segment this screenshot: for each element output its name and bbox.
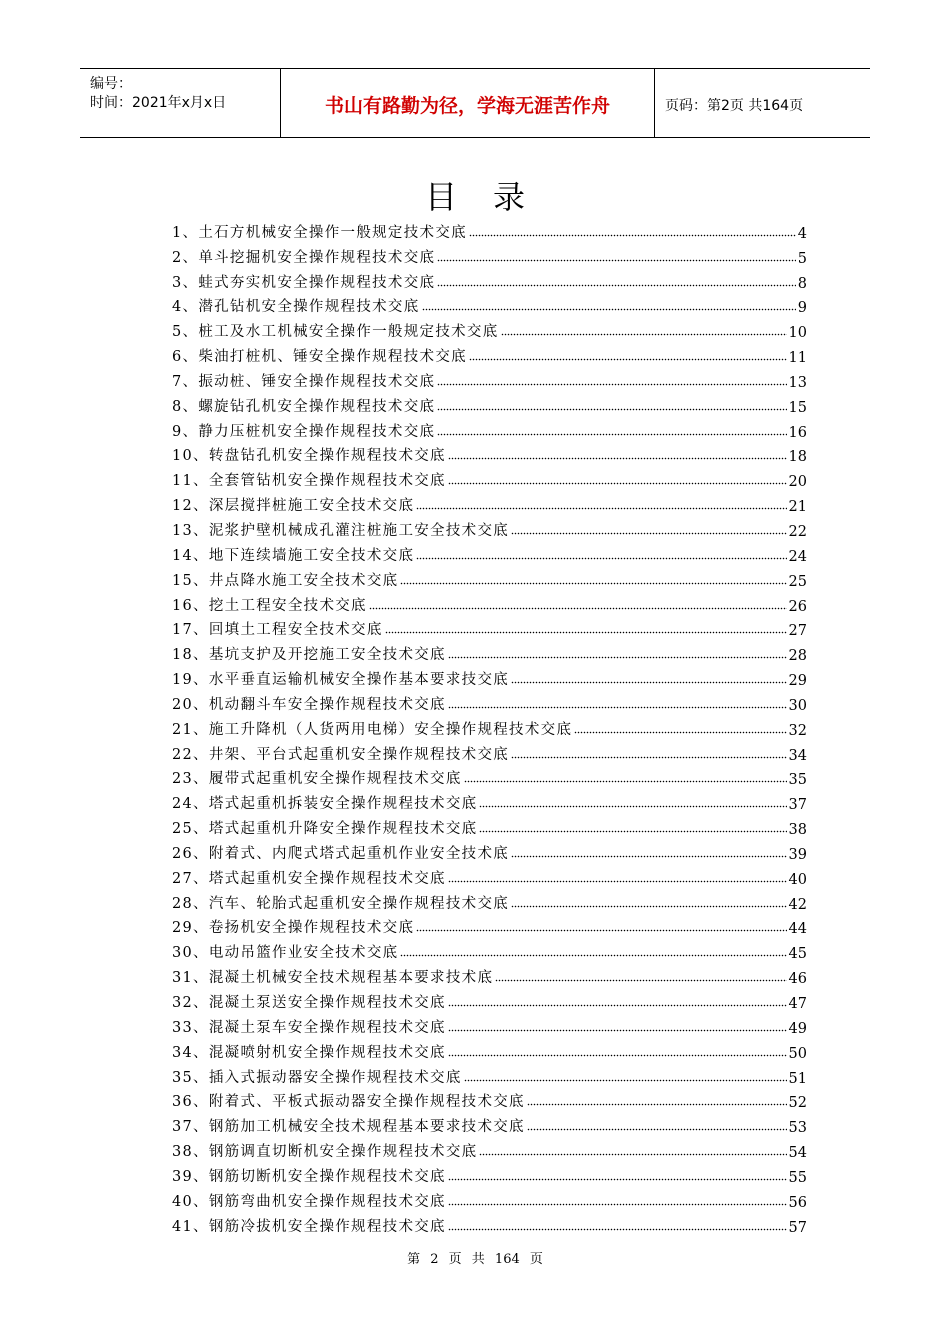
header-motto: 书山有路勤为径，学海无涯苦作舟 bbox=[324, 95, 610, 117]
toc-entry[interactable] bbox=[172, 441, 807, 466]
toc-entry-page: 49 bbox=[788, 1020, 807, 1037]
toc-entry-page: 20 bbox=[788, 474, 807, 491]
toc-leader-dots bbox=[385, 630, 787, 634]
toc-entry-page: 38 bbox=[788, 822, 807, 839]
toc-leader-dots bbox=[495, 978, 786, 982]
toc-leader-dots bbox=[448, 1053, 787, 1057]
toc-entry-page: 30 bbox=[788, 697, 807, 714]
toc-entry-text: 32、混凝土泵送安全操作规程技术交底 bbox=[172, 995, 446, 1011]
toc-entry[interactable] bbox=[172, 937, 807, 962]
toc-entry-page: 44 bbox=[788, 921, 807, 938]
toc-leader-dots bbox=[479, 804, 786, 808]
toc-entry-text: 39、钢筋切断机安全操作规程技术交底 bbox=[172, 1168, 446, 1185]
toc-leader-dots bbox=[400, 953, 786, 957]
header-meta-cell bbox=[80, 69, 281, 137]
toc-entry-text: 28、汽车、轮胎式起重机安全操作规程技术交底 bbox=[172, 895, 510, 912]
toc-entry-page: 45 bbox=[788, 946, 807, 963]
toc-entry-text: 29、卷扬机安全操作规程技术交底 bbox=[172, 920, 415, 937]
toc-entry-page: 51 bbox=[788, 1070, 807, 1087]
toc-entry-text: 12、深层搅拌桩施工安全技术交底 bbox=[172, 498, 415, 515]
toc-title: 目录 bbox=[424, 178, 561, 216]
toc-leader-dots bbox=[511, 854, 786, 858]
toc-leader-dots bbox=[448, 705, 787, 709]
toc-entry[interactable] bbox=[172, 714, 807, 739]
toc-leader-dots bbox=[527, 1102, 787, 1106]
toc-entry[interactable] bbox=[172, 391, 807, 416]
toc-entry-page: 25 bbox=[788, 573, 807, 590]
toc-entry-page: 55 bbox=[788, 1169, 807, 1186]
toc-leader-dots bbox=[448, 655, 787, 659]
toc-entry-text: 16、挖土工程安全技术交底 bbox=[172, 597, 367, 614]
toc-entry-page: 29 bbox=[788, 673, 807, 690]
toc-entry-text: 27、塔式起重机安全操作规程技术交底 bbox=[172, 870, 446, 887]
toc-entry-page: 46 bbox=[788, 971, 807, 988]
toc-entry-text: 41、钢筋冷拔机安全操作规程技术交底 bbox=[172, 1218, 446, 1235]
toc-entry-page: 56 bbox=[788, 1194, 807, 1211]
toc-entry-page: 11 bbox=[788, 350, 807, 367]
toc-entry-page: 39 bbox=[788, 846, 807, 863]
toc-entry[interactable] bbox=[172, 465, 807, 490]
toc-entry-page: 42 bbox=[788, 896, 807, 913]
toc-leader-dots bbox=[416, 506, 786, 510]
toc-entry-text: 13、泥浆护壁机械成孔灌注桩施工安全技术交底 bbox=[172, 522, 510, 539]
toc-entry[interactable] bbox=[172, 962, 807, 987]
toc-entry-page: 57 bbox=[788, 1219, 807, 1236]
toc-entry[interactable] bbox=[172, 913, 807, 938]
toc-entry[interactable] bbox=[172, 1062, 807, 1087]
toc-entry[interactable] bbox=[172, 639, 807, 664]
toc-entry[interactable] bbox=[172, 590, 807, 615]
toc-entry-text: 21、施工升降机（人货两用电梯）安全操作规程技术交底 bbox=[172, 721, 573, 738]
toc-entry[interactable] bbox=[172, 689, 807, 714]
toc-leader-dots bbox=[437, 407, 786, 411]
toc-leader-dots bbox=[511, 531, 786, 535]
toc-leader-dots bbox=[511, 680, 786, 684]
toc-entry[interactable] bbox=[172, 217, 807, 242]
toc-entry-text: 14、地下连续墙施工安全技术交底 bbox=[172, 547, 415, 564]
toc-entry-text: 4、潜孔钻机安全操作规程技术交底 bbox=[172, 299, 420, 316]
toc-leader-dots bbox=[422, 307, 796, 311]
toc-leader-dots bbox=[369, 606, 787, 610]
toc-entry-text: 17、回填土工程安全技术交底 bbox=[172, 622, 383, 639]
toc-leader-dots bbox=[448, 1003, 787, 1007]
toc-entry[interactable] bbox=[172, 1186, 807, 1211]
toc-entry[interactable] bbox=[172, 615, 807, 640]
toc-entry-text: 26、附着式、内爬式塔式起重机作业安全技术底 bbox=[172, 845, 510, 862]
toc-entry-page: 27 bbox=[788, 623, 807, 640]
toc-entry-page: 13 bbox=[788, 374, 807, 391]
toc-entry-page: 15 bbox=[788, 399, 807, 416]
toc-entry-text: 35、插入式振动器安全操作规程技术交底 bbox=[172, 1069, 462, 1086]
toc-entry[interactable] bbox=[172, 490, 807, 515]
toc-entry[interactable] bbox=[172, 1161, 807, 1186]
toc-entry[interactable] bbox=[172, 242, 807, 267]
toc-entry-page: 26 bbox=[788, 598, 807, 615]
toc-entry[interactable] bbox=[172, 838, 807, 863]
toc-entry-text: 40、钢筋弯曲机安全操作规程技术交底 bbox=[172, 1193, 446, 1210]
toc-leader-dots bbox=[527, 1127, 787, 1131]
toc-leader-dots bbox=[448, 481, 787, 485]
header-page-info: 页码：第2页 共164页 bbox=[665, 98, 804, 114]
document-time-label: 时间：2021年x月x日 bbox=[90, 95, 227, 111]
toc-entry[interactable] bbox=[172, 316, 807, 341]
toc-leader-dots bbox=[416, 928, 786, 932]
toc-entry[interactable] bbox=[172, 987, 807, 1012]
toc-entry[interactable] bbox=[172, 416, 807, 441]
toc-entry[interactable] bbox=[172, 1211, 807, 1236]
toc-leader-dots bbox=[437, 258, 795, 262]
toc-leader-dots bbox=[448, 879, 787, 883]
toc-entry[interactable] bbox=[172, 565, 807, 590]
toc-leader-dots bbox=[479, 1152, 786, 1156]
toc-entry-page: 50 bbox=[788, 1045, 807, 1062]
toc-leader-dots bbox=[469, 357, 787, 361]
toc-leader-dots bbox=[448, 1202, 787, 1206]
toc-entry[interactable] bbox=[172, 540, 807, 565]
toc-entry-text: 11、全套管钻机安全操作规程技术交底 bbox=[172, 473, 446, 490]
toc-entry[interactable] bbox=[172, 341, 807, 366]
toc-leader-dots bbox=[469, 233, 796, 237]
toc-entry[interactable] bbox=[172, 1136, 807, 1161]
toc-leader-dots bbox=[511, 904, 786, 908]
document-number-label: 编号： bbox=[90, 76, 132, 92]
toc-entry-text: 2、单斗挖掘机安全操作规程技术交底 bbox=[172, 249, 436, 266]
toc-entry-text: 8、螺旋钻孔机安全操作规程技术交底 bbox=[172, 398, 436, 415]
toc-entry[interactable] bbox=[172, 515, 807, 540]
toc-leader-dots bbox=[448, 1177, 787, 1181]
toc-entry-text: 37、钢筋加工机械安全技术规程基本要求技术交底 bbox=[172, 1119, 525, 1136]
toc-entry-text: 7、振动桩、锤安全操作规程技术交底 bbox=[172, 373, 436, 390]
table-of-contents bbox=[172, 217, 807, 1236]
toc-entry-page: 47 bbox=[788, 996, 807, 1012]
toc-entry-page: 21 bbox=[788, 499, 807, 516]
toc-entry-page: 5 bbox=[797, 250, 807, 267]
toc-entry-page: 9 bbox=[797, 300, 807, 317]
toc-entry-text: 30、电动吊篮作业安全技术交底 bbox=[172, 945, 399, 962]
toc-entry-page: 32 bbox=[788, 722, 807, 739]
toc-entry[interactable] bbox=[172, 863, 807, 888]
toc-entry[interactable] bbox=[172, 788, 807, 813]
toc-entry-text: 24、塔式起重机拆装安全操作规程技术交底 bbox=[172, 796, 478, 813]
toc-entry-text: 34、混凝喷射机安全操作规程技术交底 bbox=[172, 1044, 446, 1061]
toc-entry-page: 34 bbox=[788, 747, 807, 764]
toc-entry[interactable] bbox=[172, 1111, 807, 1136]
toc-entry-text: 33、混凝土泵车安全操作规程技术交底 bbox=[172, 1019, 446, 1036]
toc-entry-text: 19、水平垂直运输机械安全操作基本要求技交底 bbox=[172, 672, 510, 689]
toc-entry[interactable] bbox=[172, 664, 807, 689]
document-header bbox=[80, 68, 870, 138]
toc-entry-text: 18、基坑支护及开挖施工安全技术交底 bbox=[172, 647, 446, 664]
toc-entry[interactable] bbox=[172, 292, 807, 317]
toc-leader-dots bbox=[511, 755, 786, 759]
toc-leader-dots bbox=[437, 432, 786, 436]
toc-leader-dots bbox=[448, 456, 787, 460]
toc-leader-dots bbox=[501, 332, 787, 336]
toc-entry[interactable] bbox=[172, 1087, 807, 1112]
toc-leader-dots bbox=[437, 283, 795, 287]
toc-leader-dots bbox=[400, 581, 786, 585]
toc-leader-dots bbox=[464, 1078, 787, 1082]
toc-leader-dots bbox=[416, 556, 786, 560]
toc-entry-page: 18 bbox=[788, 449, 807, 466]
toc-entry-text: 1、土石方机械安全操作一般规定技术交底 bbox=[172, 224, 467, 241]
toc-entry-text: 22、井架、平台式起重机安全操作规程技术交底 bbox=[172, 746, 510, 763]
toc-entry-text: 36、附着式、平板式振动器安全操作规程技术交底 bbox=[172, 1094, 525, 1111]
toc-entry-page: 53 bbox=[788, 1120, 807, 1137]
toc-entry-page: 37 bbox=[788, 797, 807, 814]
toc-entry-page: 52 bbox=[788, 1095, 807, 1112]
toc-leader-dots bbox=[479, 829, 786, 833]
toc-entry-page: 54 bbox=[788, 1145, 807, 1162]
toc-entry-text: 25、塔式起重机升降安全操作规程技术交底 bbox=[172, 821, 478, 838]
toc-entry-text: 15、井点降水施工安全技术交底 bbox=[172, 572, 399, 589]
toc-entry-page: 35 bbox=[788, 772, 807, 789]
toc-entry-text: 10、转盘钻孔机安全操作规程技术交底 bbox=[172, 448, 446, 465]
page-footer: 第 2 页 共 164 页 bbox=[407, 1252, 543, 1267]
toc-entry-text: 31、混凝土机械安全技术规程基本要求技术底 bbox=[172, 970, 494, 987]
toc-entry-text: 9、静力压桩机安全操作规程技术交底 bbox=[172, 423, 436, 440]
toc-entry-page: 10 bbox=[788, 325, 807, 342]
toc-leader-dots bbox=[437, 382, 786, 386]
toc-entry-page: 40 bbox=[788, 871, 807, 888]
toc-entry-text: 3、蛙式夯实机安全操作规程技术交底 bbox=[172, 274, 436, 291]
toc-entry[interactable] bbox=[172, 1037, 807, 1062]
toc-entry-page: 4 bbox=[797, 225, 807, 242]
toc-entry-page: 28 bbox=[788, 648, 807, 665]
toc-entry[interactable] bbox=[172, 888, 807, 913]
toc-leader-dots bbox=[448, 1028, 787, 1032]
toc-entry[interactable] bbox=[172, 366, 807, 391]
toc-entry-text: 5、桩工及水工机械安全操作一般规定技术交底 bbox=[172, 324, 499, 341]
toc-entry-page: 16 bbox=[788, 424, 807, 441]
toc-entry-text: 20、机动翻斗车安全操作规程技术交底 bbox=[172, 696, 446, 713]
header-page-cell bbox=[655, 69, 870, 137]
toc-entry-page: 24 bbox=[788, 548, 807, 565]
toc-leader-dots bbox=[464, 779, 787, 783]
toc-entry-text: 23、履带式起重机安全操作规程技术交底 bbox=[172, 771, 462, 788]
toc-entry-text: 38、钢筋调直切断机安全操作规程技术交底 bbox=[172, 1144, 478, 1161]
toc-entry[interactable] bbox=[172, 813, 807, 838]
toc-entry[interactable] bbox=[172, 739, 807, 764]
toc-entry-text: 6、柴油打桩机、锤安全操作规程技术交底 bbox=[172, 349, 467, 366]
toc-leader-dots bbox=[574, 730, 786, 734]
toc-entry-page: 22 bbox=[788, 523, 807, 540]
header-motto-cell bbox=[281, 69, 655, 137]
toc-entry[interactable] bbox=[172, 1012, 807, 1037]
toc-entry-page: 8 bbox=[797, 275, 807, 292]
toc-leader-dots bbox=[448, 1227, 787, 1231]
toc-entry[interactable] bbox=[172, 764, 807, 789]
toc-entry[interactable] bbox=[172, 267, 807, 292]
